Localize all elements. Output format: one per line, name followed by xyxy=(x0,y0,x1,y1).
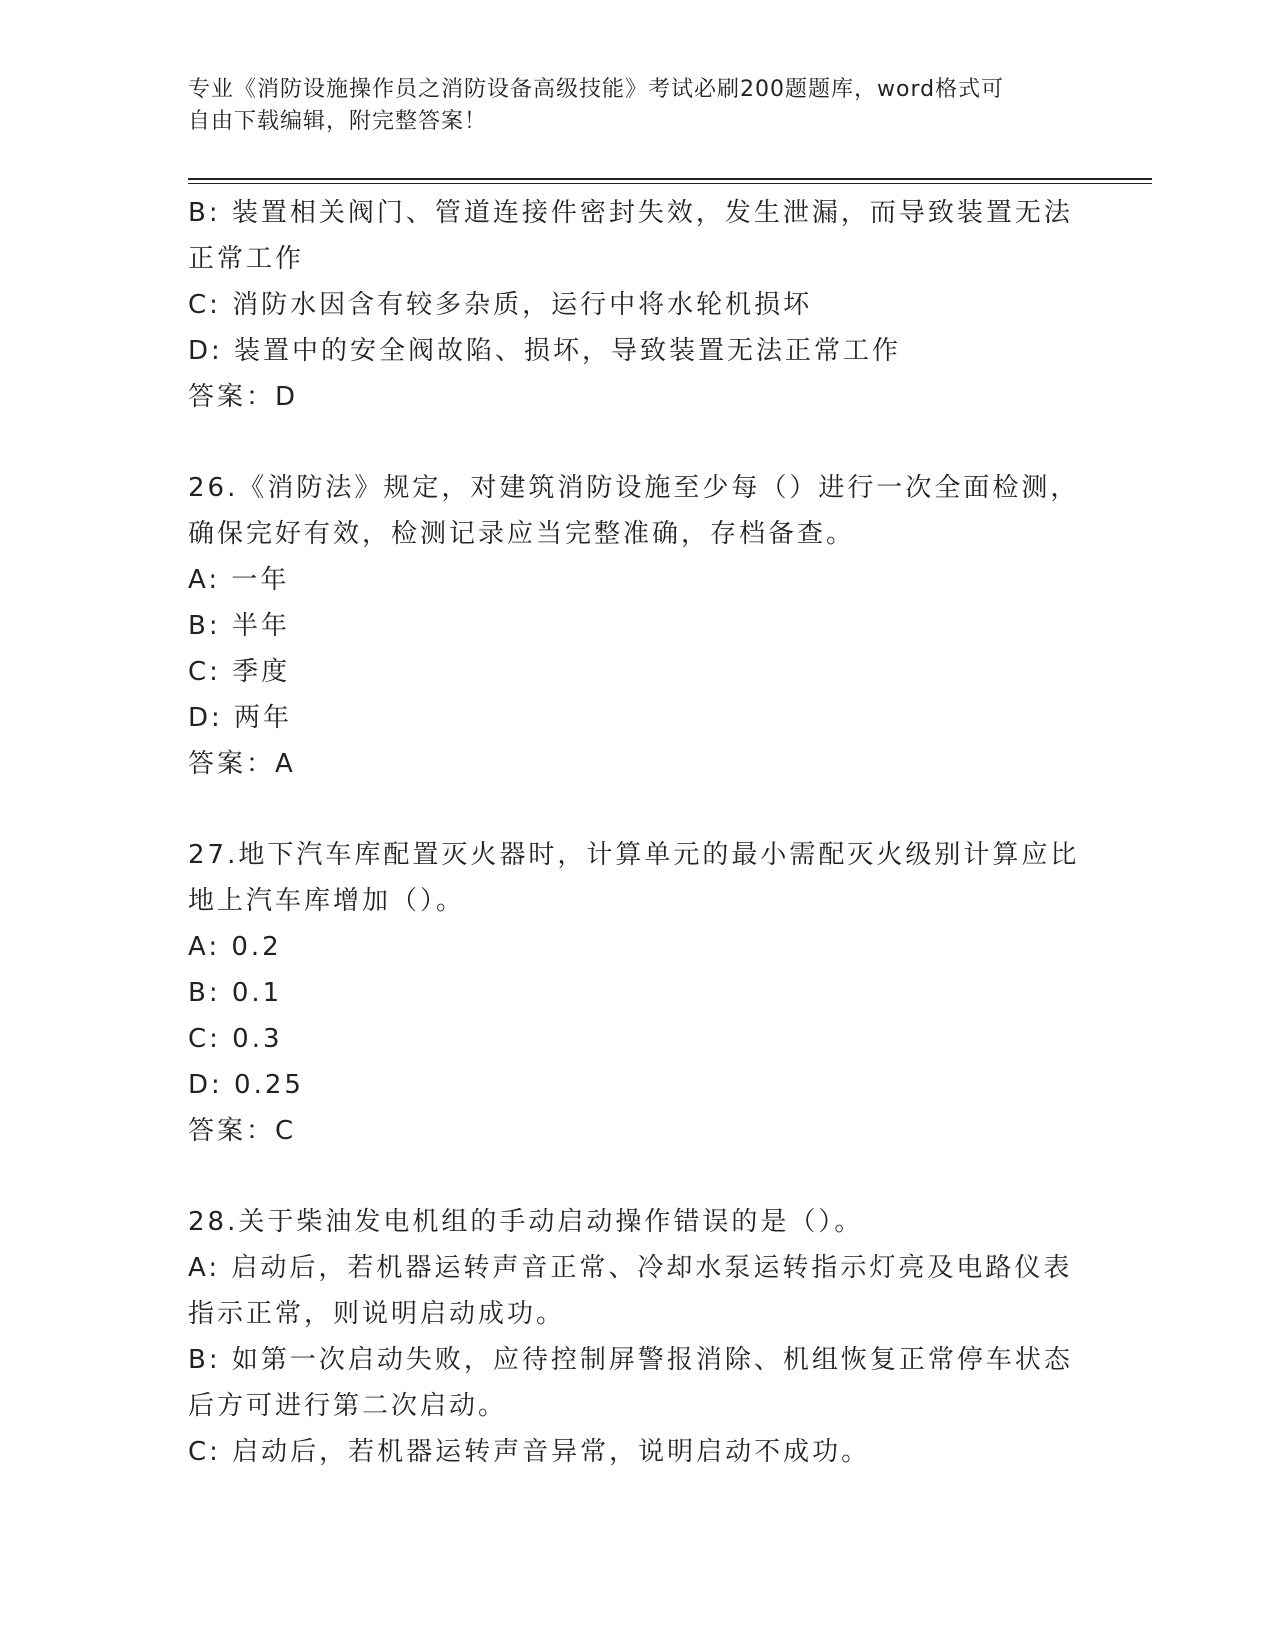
option-a-line-1: A: 启动后，若机器运转声音正常、冷却水泵运转指示灯亮及电路仪表 xyxy=(188,1253,1073,1283)
question-text-line-2: 地上汽车库增加（）。 xyxy=(188,886,466,916)
question-text-line-2: 确保完好有效，检测记录应当完整准确，存档备查。 xyxy=(188,519,856,549)
question-text: 28.关于柴油发电机组的手动启动操作错误的是（）。 xyxy=(188,1207,864,1237)
header-divider-thick xyxy=(188,178,1152,180)
answer: 答案：A xyxy=(188,749,296,779)
option-b-line-2: 正常工作 xyxy=(188,244,305,274)
option-a: A: 0.2 xyxy=(188,932,282,962)
option-a: A: 一年 xyxy=(188,565,290,595)
question-28 xyxy=(188,1199,1088,1475)
question-27 xyxy=(188,832,1088,1154)
option-d: D: 装置中的安全阀故陷、损坏，导致装置无法正常工作 xyxy=(188,336,902,366)
option-b: B: 0.1 xyxy=(188,978,283,1008)
option-a-line-2: 指示正常，则说明启动成功。 xyxy=(188,1299,566,1329)
option-b-line-1: B: 如第一次启动失败，应待控制屏警报消除、机组恢复正常停车状态 xyxy=(188,1345,1073,1375)
header-line-1: 专业《消防设施操作员之消防设备高级技能》考试必刷200题题库，word格式可 xyxy=(188,77,1005,102)
option-d: D: 0.25 xyxy=(188,1070,304,1100)
document-body xyxy=(188,190,1088,1475)
option-b-line-2: 后方可进行第二次启动。 xyxy=(188,1391,508,1421)
question-text-line-1: 26.《消防法》规定，对建筑消防设施至少每（）进行一次全面检测， xyxy=(188,473,1080,503)
question-25 xyxy=(188,190,1088,420)
header-divider-thin xyxy=(188,183,1152,184)
option-b-line-1: B: 装置相关阀门、管道连接件密封失效，发生泄漏，而导致装置无法 xyxy=(188,198,1073,228)
option-b: B: 半年 xyxy=(188,611,290,641)
option-d: D: 两年 xyxy=(188,703,293,733)
option-c: C: 0.3 xyxy=(188,1024,283,1054)
question-26 xyxy=(188,465,1088,787)
document-header xyxy=(188,74,1088,138)
option-c: C: 启动后，若机器运转声音异常，说明启动不成功。 xyxy=(188,1437,871,1467)
answer: 答案：D xyxy=(188,382,299,412)
option-c: C: 消防水因含有较多杂质，运行中将水轮机损坏 xyxy=(188,290,813,320)
answer: 答案：C xyxy=(188,1116,297,1146)
header-line-2: 自由下载编辑，附完整答案！ xyxy=(188,109,488,134)
option-c: C: 季度 xyxy=(188,657,291,687)
question-text-line-1: 27.地下汽车库配置灭火器时，计算单元的最小需配灭火级别计算应比 xyxy=(188,840,1080,870)
